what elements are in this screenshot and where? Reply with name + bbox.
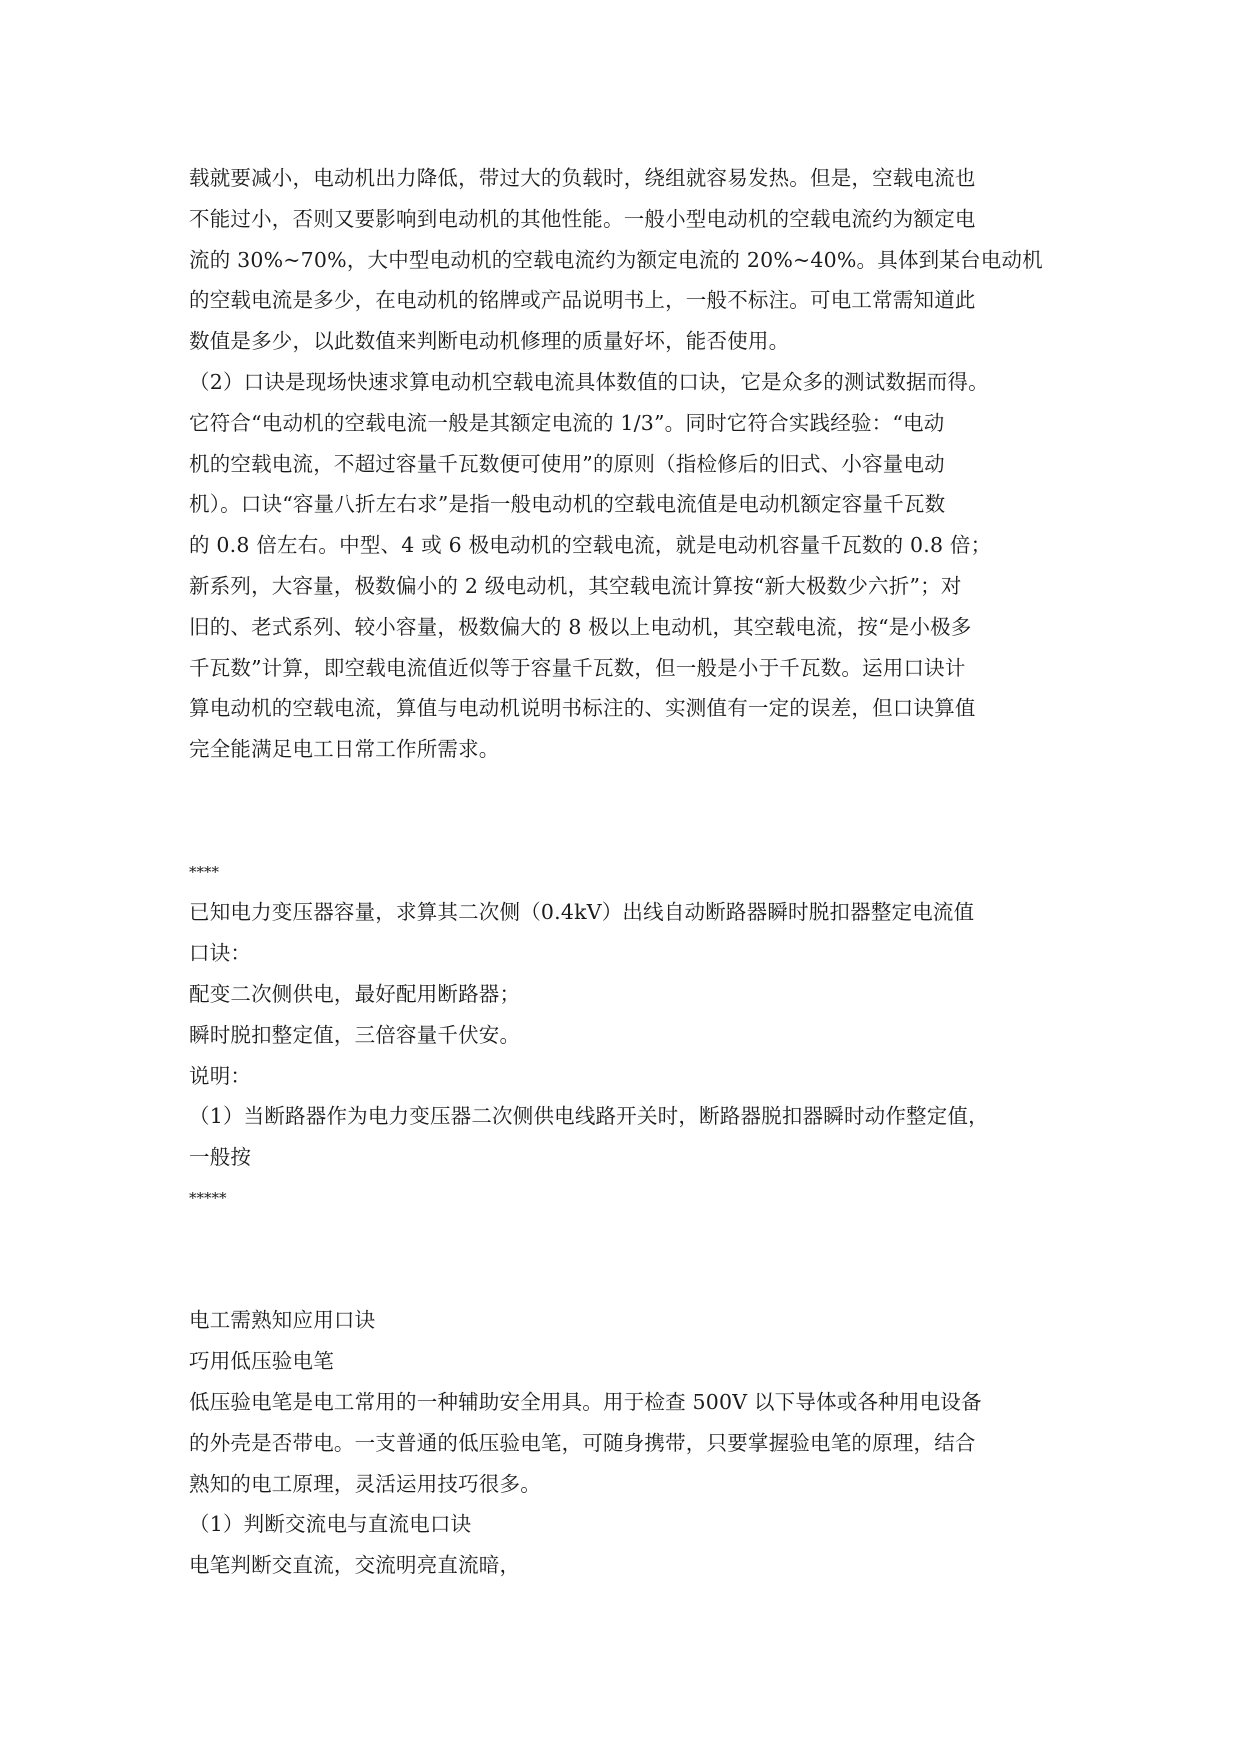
text-line: 低压验电笔是电工常用的一种辅助安全用具。用于检查 500V 以下导体或各种用电设备 — [189, 1389, 982, 1414]
text-line: 数值是多少，以此数值来判断电动机修理的质量好坏，能否使用。 — [189, 329, 790, 354]
text-line: 完全能满足电工日常工作所需求。 — [189, 737, 500, 762]
text-line: 千瓦数”计算，即空载电流值近似等于容量千瓦数，但一般是小于千瓦数。运用口诀计 — [189, 655, 966, 680]
blank-line — [189, 811, 1057, 852]
text-line: 电笔判断交直流，交流明亮直流暗， — [189, 1553, 521, 1578]
text-line: 算电动机的空载电流，算值与电动机说明书标注的、实测值有一定的误差，但口诀算值 — [189, 696, 976, 721]
text-line: 新系列，大容量，极数偏小的 2 级电动机，其空载电流计算按“新大极数少六折”；对 — [189, 573, 962, 598]
text-line: 的外壳是否带电。一支普通的低压验电笔，可随身携带，只要掌握验电笔的原理，结合 — [189, 1430, 976, 1455]
separator-stars: ***** — [189, 1188, 227, 1207]
text-line: （1）当断路器作为电力变压器二次侧供电线路开关时，断路器脱扣器瞬时动作整定值， — [189, 1104, 989, 1129]
text-line: 载就要减小，电动机出力降低，带过大的负载时，绕组就容易发热。但是，空载电流也 — [189, 166, 976, 190]
text-line: 配变二次侧供电，最好配用断路器； — [189, 981, 521, 1006]
text-line: 机的空载电流，不超过容量千瓦数便可使用”的原则（指检修后的旧式、小容量电动 — [189, 451, 945, 476]
text-line: 一般按 — [189, 1145, 252, 1170]
text-line: 不能过小，否则又要影响到电动机的其他性能。一般小型电动机的空载电流约为额定电 — [189, 206, 976, 231]
paragraph-breaker-setting — [189, 892, 1057, 1178]
text-line: 的空载电流是多少，在电动机的铭牌或产品说明书上，一般不标注。可电工常需知道此 — [189, 288, 976, 313]
paragraph-voltage-tester — [189, 1300, 1057, 1586]
section-heading: 电工需熟知应用口诀 — [189, 1308, 376, 1333]
text-line: 熟知的电工原理，灵活运用技巧很多。 — [189, 1471, 541, 1496]
text-line: 瞬时脱扣整定值，三倍容量千伏安。 — [189, 1022, 521, 1047]
blank-line — [189, 1219, 1057, 1260]
separator-stars: **** — [189, 862, 219, 881]
blank-line — [189, 1260, 1057, 1301]
text-line: 它符合“电动机的空载电流一般是其额定电流的 1/3”。同时它符合实践经验：“电动 — [189, 410, 945, 435]
text-line: 的 0.8 倍左右。中型、4 或 6 极电动机的空载电流，就是电动机容量千瓦数的 0.8 倍； — [189, 533, 992, 558]
blank-line — [189, 770, 1057, 811]
text-line: 流的 30%~70%，大中型电动机的空载电流约为额定电流的 20%~40%。具体到某台电动机 — [189, 247, 1043, 272]
text-line: （2）口诀是现场快速求算电动机空载电流具体数值的口诀，它是众多的测试数据而得。 — [189, 369, 989, 394]
text-line: 说明： — [189, 1063, 252, 1088]
text-line: 已知电力变压器容量，求算其二次侧（0.4kV）出线自动断路器瞬时脱扣器整定电流值 — [189, 900, 975, 925]
text-line: 机）。口诀“容量八折左右求”是指一般电动机的空载电流值是电动机额定容量千瓦数 — [189, 492, 946, 517]
text-line: （1）判断交流电与直流电口诀 — [189, 1512, 472, 1537]
text-line: 口诀： — [189, 941, 252, 966]
paragraph-motor-no-load-current — [189, 158, 1057, 770]
document-body — [189, 158, 1057, 1586]
text-line: 旧的、老式系列、较小容量，极数偏大的 8 极以上电动机，其空载电流，按“是小极多 — [189, 614, 972, 639]
section-subheading: 巧用低压验电笔 — [189, 1349, 334, 1374]
